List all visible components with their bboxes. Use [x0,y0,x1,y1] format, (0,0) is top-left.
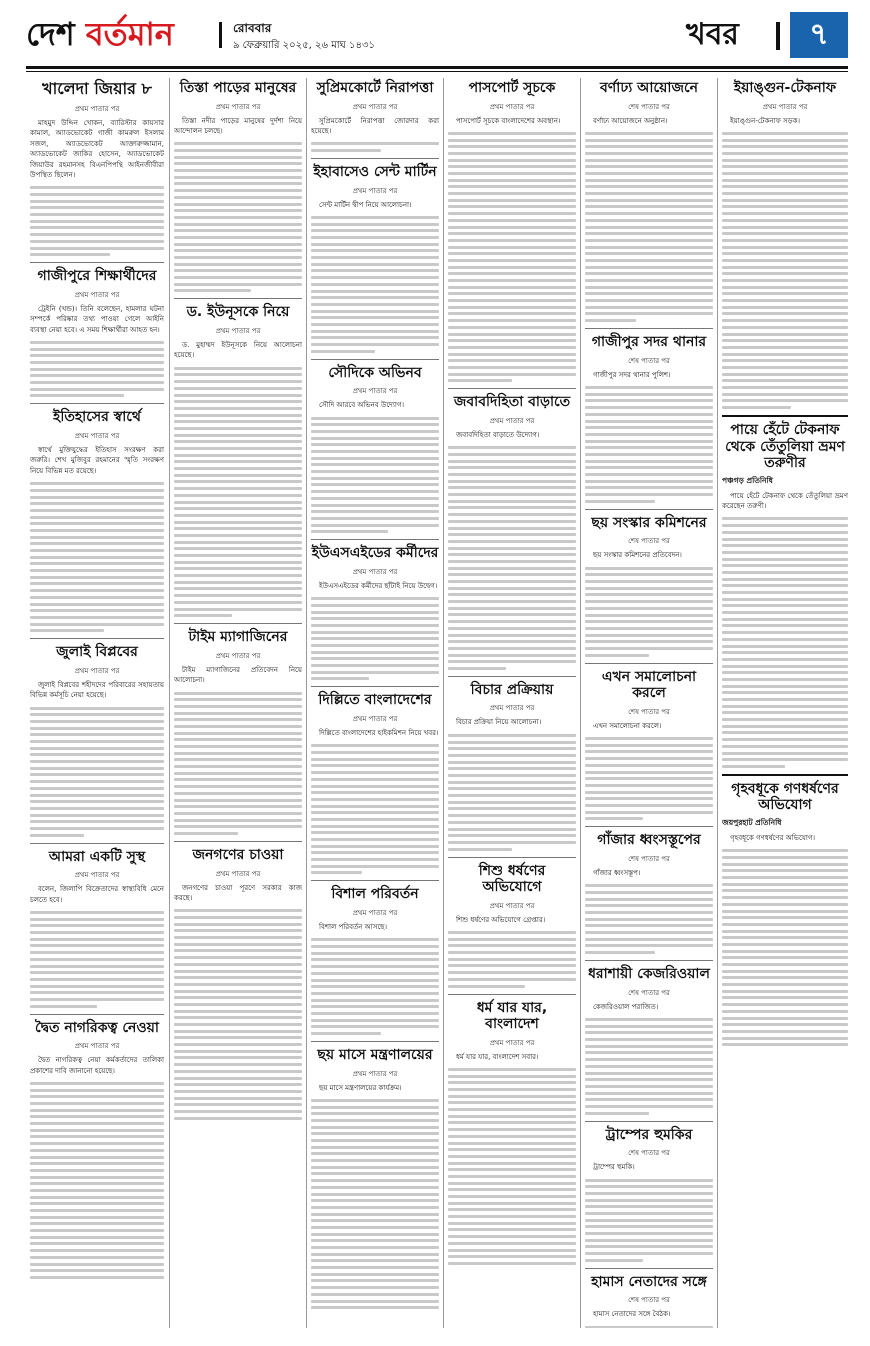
article-separator [448,676,576,677]
text-lines [30,1082,164,1279]
headline: ছয় সংস্কার কমিশনের [591,514,707,531]
column-divider [580,78,581,1328]
headline: পায়ে হেঁটে টেকনাফ থেকে তেঁতুলিয়া ভ্রমণ তরুণীর [725,422,845,472]
article-body: পাসপোর্ট সূচকে বাংলাদেশের অবস্থান। [456,116,561,125]
dateline: প্রথম পাতার পর [74,871,120,880]
dateline: শেষ পাতার পর [628,1296,670,1305]
text-lines [448,446,576,670]
headline: গাজীপুর সদর থানার [591,334,707,351]
dateline: প্রথম পাতার পর [74,431,120,440]
issue-date: ৯ ফেব্রুয়ারি ২০২৫, ২৬ মাঘ ১৪৩১ [233,40,375,51]
headline: সুপ্রিমকোর্টে নিরাপত্তা [316,80,434,96]
article-separator [30,843,164,844]
headline: ধর্ম যার যার, বাংলাদেশ [476,999,548,1033]
text-lines [30,482,164,632]
headline: ইয়াঙ্গুন-টেকনাফ [733,80,837,96]
dateline: প্রথম পাতার পর [352,567,398,576]
article-separator [30,262,164,263]
article-body: মাহমুদ উদ্দিন খোকন, ব্যারিস্টার কায়সার কামাল, অ্যাডভোকেট গাজী কামরুল ইসলাম সজল, অ্যাডভোকেট আক্তারুজ্জামান, অ্যাডভোকেট জাকির হোসেন, অ্যাডভোকেট জিয়াউর রহমানসহ বিএনপিপন্থি আইনজীবীরা উপস্থিত ছিলেন। [30,118,164,179]
article-separator [174,623,302,624]
dateline: প্রথম পাতার পর [74,290,120,299]
article-body: জবাবদিহিতা বাড়াতে উদ্যোগ। [456,430,540,439]
issue-day: রোববার [233,21,272,35]
text-lines [30,186,164,256]
headline: জনগণের চাওয়া [192,846,284,863]
headline: টাইম ম্যাগাজিনের [188,629,288,646]
column-2 [174,78,302,1328]
text-lines [585,1326,713,1328]
headline: ইউএসএইডের কর্মীদের [311,545,439,562]
dateline: শেষ পাতার পর [628,988,670,997]
article-body: সৌদি আরবে অভিনব উদ্যোগ। [319,401,404,410]
article-body: তিস্তা নদীর পাড়ের মানুষের দুর্দশা নিয়ে আন্দোলন চলছে। [174,116,302,135]
article-body: দিল্লিতে বাংলাদেশের হাইকমিশন নিয়ে খবর। [319,728,439,737]
article-separator [174,841,302,842]
text-lines [30,341,164,398]
column-5 [585,78,713,1328]
article-body: ইয়াঙ্গুন-টেকনাফ সড়ক। [730,116,800,125]
headline: ট্রাম্পের হুমকির [605,1126,693,1143]
logo-word-1: দেশ [26,15,75,53]
text-lines [311,1099,439,1309]
dateline: প্রথম পাতার পর [215,869,261,878]
dateline: প্রথম পাতার পর [74,666,120,675]
article-body: ইউএসএইডের কর্মীদের ছাঁটাই নিয়ে উদ্বেগ। [319,581,438,590]
column-divider [306,78,307,1328]
text-lines [311,597,439,680]
headline: সৌদিকে অভিনব [328,364,422,381]
article-body: পায়ে হেঁটে টেকনাফ থেকে তেঁতুলিয়া ভ্রমণ করেছেন তরুণী। [722,491,848,511]
article-separator [585,1121,713,1122]
dateline: প্রথম পাতার পর [352,387,398,396]
article-body: গাজীপুর সদর থানার পুলিশ। [593,370,671,379]
article-separator [585,960,713,961]
headline: জুলাই বিপ্লবের [56,644,138,661]
text-lines [174,909,302,1119]
dateline: প্রথম পাতার পর [215,102,261,111]
article-separator [585,328,713,329]
section-name: খবর [686,17,739,52]
text-lines [311,417,439,534]
article-separator [585,826,713,827]
article-body: ধর্ম যার যার, বাংলাদেশ সবার। [456,1052,539,1061]
text-lines [448,931,576,988]
headline: ধরাশায়ী কেজরিওয়াল [588,966,710,983]
logo-word-2: বর্তমান [85,15,174,53]
headline: ছয় মাসে মন্ত্রণালয়ের [317,1047,433,1063]
article-body: গাঁজার ধ্বংসস্তূপ। [593,868,641,877]
text-lines [311,216,439,353]
headline: দ্বৈত নাগরিকত্ব নেওয়া [35,1019,159,1036]
headline: গাজীপুরে শিক্ষার্থীদের [37,268,157,285]
text-lines [174,692,302,835]
column-divider [717,78,718,1328]
headline: জবাবদিহিতা বাড়াতে [453,394,571,411]
dateline: প্রথম পাতার পর [489,704,535,713]
article-body: বলেন, জিলাপি বিক্রেতাদের স্বাস্থ্যবিধি মেনে চলতে হবে। [30,885,164,904]
masthead-divider [219,22,222,48]
headline: হামাস নেতাদের সঙ্গে [591,1273,707,1290]
headline: আমরা একটি সুস্থ [48,848,146,865]
masthead-rule-thin [26,71,848,72]
text-lines [585,567,713,657]
article-separator [585,509,713,510]
byline: পঞ্চগড় প্রতিনিধি [722,475,773,485]
headline: বর্ণাঢ্য আয়োজনে [600,80,698,96]
dateline: প্রথম পাতার পর [215,651,261,660]
article-separator [722,415,848,417]
dateline: প্রথম পাতার পর [352,102,398,111]
text-lines [585,132,713,322]
column-divider [443,78,444,1328]
article-separator [311,1041,439,1042]
byline: জয়পুরহাট প্রতিনিধি [722,817,782,827]
dateline: প্রথম পাতার পর [352,186,398,195]
article-separator [311,158,439,159]
article-body: কেজরিওয়াল পরাজিত। [593,1002,659,1011]
article-body: ট্রাম্পের হুমকি। [593,1163,635,1172]
masthead-rule [26,66,848,69]
section-divider [776,22,780,50]
text-lines [448,132,576,382]
article-separator [311,686,439,687]
newspaper-logo [26,14,174,54]
article-body: ছয় সংস্কার কমিশনের প্রতিবেদন। [593,551,682,560]
article-separator [30,638,164,639]
article-separator [585,663,713,664]
headline: ইহাবাসেও সেন্ট মার্টিন [313,164,437,181]
article-separator [722,774,848,776]
text-lines [585,386,713,503]
article-separator [448,388,576,389]
article-body: গৃহবধূকে গণধর্ষণের অভিযোগ। [730,833,815,842]
article-body: বিশাল পরিবর্তন আসছে। [319,922,388,931]
column-4 [448,78,576,1328]
dateline: প্রথম পাতার পর [352,1069,398,1078]
headline: দিল্লিতে বাংলাদেশের [318,692,432,709]
article-separator [174,298,302,299]
article-body: স্বার্থে মুক্তিযুদ্ধের ইতিহাস সংরক্ষণ করা জরুরি। শেখ মুজিবুর রহমানের স্মৃতি সংরক্ষণ নিয়ে বিভিন্ন মত রয়েছে। [30,445,164,475]
headline: খালেদা জিয়ার ৮ [42,79,152,98]
article-body: দ্বৈত নাগরিকত্ব নেয়া কর্মকর্তাদের তালিকা প্রকাশের দাবি জানানো হয়েছে। [30,1056,164,1075]
dateline: প্রথম পাতার পর [74,104,120,113]
article-body: বিচার প্রক্রিয়া নিয়ে আলোচনা। [456,718,542,727]
text-lines [311,142,439,152]
headline: গাঁজার ধ্বংসস্তূপের [597,832,701,849]
text-lines [585,1179,713,1262]
article-body: ড. মুহাম্মদ ইউনূসকে নিয়ে আলোচনা হয়েছে। [174,340,302,360]
article-separator [585,1268,713,1269]
article-separator [311,539,439,540]
column-divider [169,78,170,1328]
text-lines [585,737,713,820]
text-lines [174,142,302,292]
text-lines [585,1018,713,1115]
article-body: জুলাই বিপ্লবের শহীদদের পরিবারের সহায়তায় বিভিন্ন কর্মসূচি নেয়া হয়েছে। [30,680,164,700]
headline: ড. ইউনূসকে নিয়ে [186,304,290,321]
article-separator [30,403,164,404]
headline: গৃহবধূকে গণধর্ষণের অভিযোগ [731,780,839,814]
text-lines [722,849,848,1046]
article-body: সেন্ট মার্টিন দ্বীপ নিয়ে আলোচনা। [319,200,412,209]
dateline: প্রথম পাতার পর [489,416,535,425]
headline: এখন সমালোচনা করলে [601,668,697,702]
text-lines [448,1068,576,1265]
article-body: এখন সমালোচনা করলে। [593,721,662,730]
dateline: প্রথম পাতার পর [74,1042,120,1051]
text-lines [722,517,848,767]
article-body: জনগণের চাওয়া পূরণে সরকার কাজ করছে। [174,883,302,902]
article-body: টাইম ম্যাগাজিনের প্রতিবেদন নিয়ে আলোচনা। [174,665,302,685]
article-separator [30,1014,164,1015]
article-separator [448,994,576,995]
dateline: শেষ পাতার পর [628,854,670,863]
article-body: ট্রেইনি (খন্ড)। তিনি বলেছেন, হামলার ঘটনা সম্পর্কে পরিষ্কার তথ্য পাওয়া গেলে আইনি ব্যবস্থা নেয়া হবে। এ সময় শিক্ষার্থীরা আহত হন। [30,304,164,334]
dateline: প্রথম পাতার পর [489,1038,535,1047]
column-6 [722,78,848,1328]
headline: বিশাল পরিবর্তন [331,886,419,903]
article-body: সুপ্রিমকোর্টে নিরাপত্তা জোরদার করা হয়েছে। [311,116,439,135]
text-lines [311,938,439,1035]
text-lines [311,744,439,874]
headline: তিস্তা পাড়ের মানুষের [179,80,297,96]
column-1 [30,78,164,1328]
masthead [26,12,848,58]
headline: ইতিহাসের স্বার্থে [53,409,141,426]
dateline: প্রথম পাতার পর [489,102,535,111]
text-lines [30,911,164,1008]
dateline: শেষ পাতার পর [628,707,670,716]
headline: শিশু ধর্ষণের অভিযোগে [478,862,546,896]
text-lines [174,367,302,617]
dateline: প্রথম পাতার পর [489,901,535,910]
text-lines [448,734,576,851]
article-body: হামাস নেতাদের সঙ্গে বৈঠক। [593,1310,671,1319]
article-body: বর্ণাঢ্য আয়োজনে অনুষ্ঠান। [593,116,668,125]
dateline: শেষ পাতার পর [628,1149,670,1158]
article-separator [311,880,439,881]
dateline: প্রথম পাতার পর [352,714,398,723]
article-separator [448,857,576,858]
headline: বিচার প্রক্রিয়ায় [470,681,554,698]
dateline: শেষ পাতার পর [628,537,670,546]
text-lines [30,707,164,837]
column-3 [311,78,439,1328]
text-lines [722,132,848,409]
dateline: প্রথম পাতার পর [215,326,261,335]
page-number-badge: ৭ [790,12,848,58]
dateline: শেষ পাতার পর [628,102,670,111]
article-body: ছয় মাসে মন্ত্রণালয়ের কার্যক্রম। [319,1083,402,1092]
article-body: শিশু ধর্ষণের অভিযোগে গ্রেপ্তার। [456,915,546,924]
article-separator [311,359,439,360]
dateline: প্রথম পাতার পর [762,102,808,111]
text-lines [585,884,713,954]
headline: পাসপোর্ট সূচকে [468,80,556,96]
dateline: প্রথম পাতার পর [352,908,398,917]
dateline: শেষ পাতার পর [628,356,670,365]
